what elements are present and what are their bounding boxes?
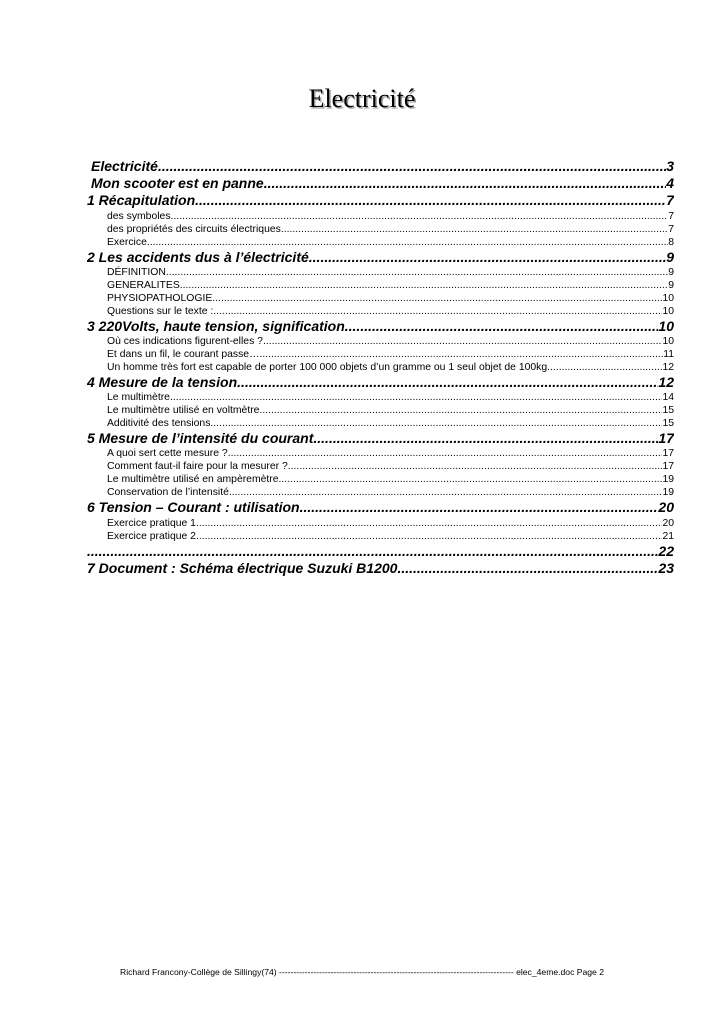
toc-subentry[interactable] bbox=[87, 223, 674, 236]
dot-leader bbox=[550, 361, 662, 374]
toc-page-number: 17 bbox=[662, 461, 674, 473]
dot-leader bbox=[228, 447, 663, 460]
toc-subentry[interactable] bbox=[87, 417, 674, 430]
toc-entry-text: Comment faut-il faire pour la mesurer ? bbox=[107, 461, 288, 473]
toc-entry-text: 1 Récapitulation bbox=[87, 192, 196, 209]
dot-leader bbox=[180, 279, 668, 292]
toc-entry-text: Le multimètre utilisé en ampèremètre bbox=[107, 474, 279, 486]
document-title: Electricité bbox=[308, 84, 416, 113]
toc-entry-text: des propriétés des circuits électriques bbox=[107, 223, 281, 235]
toc-entry-text: Exercice bbox=[107, 236, 147, 248]
toc-entry-text: Exercice pratique 1 bbox=[107, 517, 196, 529]
dot-leader bbox=[345, 318, 659, 335]
toc-entry[interactable] bbox=[87, 560, 674, 577]
toc-subentry[interactable] bbox=[87, 460, 674, 473]
toc-subentry[interactable] bbox=[87, 404, 674, 417]
toc-page-number: 10 bbox=[658, 317, 674, 334]
toc-page-number: 10 bbox=[662, 292, 674, 304]
toc-page-number: 22 bbox=[658, 542, 674, 559]
toc-entry-text: DÉFINITION bbox=[107, 266, 166, 278]
toc-page-number: 15 bbox=[662, 418, 674, 430]
dot-leader bbox=[259, 404, 662, 417]
toc-entry-text: 2 Les accidents dus à l’électricité bbox=[87, 248, 309, 265]
toc-page-number: 20 bbox=[662, 517, 674, 529]
dot-leader bbox=[229, 486, 663, 499]
dot-leader bbox=[237, 374, 658, 391]
dot-leader bbox=[288, 460, 663, 473]
toc-page-number: 23 bbox=[658, 559, 674, 576]
toc-entry[interactable] bbox=[87, 430, 674, 447]
toc-subentry[interactable] bbox=[87, 447, 674, 460]
toc-page-number: 10 bbox=[662, 305, 674, 317]
toc-page-number: 11 bbox=[663, 349, 674, 361]
toc-entry-text: des symboles bbox=[107, 210, 171, 222]
toc-subentry[interactable] bbox=[87, 335, 674, 348]
toc-entry-text: Où ces indications figurent-elles ? bbox=[107, 336, 263, 348]
toc-subentry[interactable] bbox=[87, 305, 674, 318]
toc-entry-text: 4 Mesure de la tension bbox=[87, 374, 238, 391]
toc-entry-text: 3 220Volts, haute tension, signification bbox=[87, 317, 345, 334]
toc-entry-text: Electricité bbox=[91, 158, 158, 174]
toc-subentry[interactable] bbox=[87, 517, 674, 530]
toc-entry-text: Additivité des tensions bbox=[107, 418, 211, 430]
page-footer: Richard Francony-Collège de Sillingy(74) ---------------------------------------------------------------------------------- elec_4eme.doc Page 2 bbox=[119, 967, 605, 977]
dot-leader bbox=[309, 249, 666, 266]
toc-subentry[interactable] bbox=[87, 279, 674, 292]
toc-entry-text: Le multimètre bbox=[107, 392, 170, 404]
toc-page-number: 15 bbox=[662, 405, 674, 417]
toc-entry-text: A quoi sert cette mesure ? bbox=[107, 448, 228, 460]
dot-leader bbox=[158, 158, 666, 175]
toc-subentry[interactable] bbox=[87, 486, 674, 499]
toc-page-number: 17 bbox=[662, 448, 674, 460]
toc-entry-text: Mon scooter est en panne bbox=[91, 175, 264, 192]
toc-entry-text: PHYSIOPATHOLOGIE bbox=[107, 292, 213, 304]
dot-leader bbox=[87, 543, 658, 560]
dot-leader bbox=[196, 530, 662, 543]
dot-leader bbox=[196, 517, 662, 530]
dot-leader bbox=[166, 266, 668, 279]
toc-page-number: 9 bbox=[668, 279, 674, 291]
toc-entry[interactable] bbox=[87, 158, 674, 175]
dot-leader bbox=[170, 391, 662, 404]
toc-entry[interactable] bbox=[87, 374, 674, 391]
toc-entry-text: GENERALITES bbox=[107, 279, 180, 291]
toc-subentry[interactable] bbox=[87, 361, 674, 374]
toc-entry-text: Questions sur le texte : bbox=[107, 305, 214, 317]
dot-leader bbox=[264, 175, 667, 192]
table-of-contents bbox=[87, 158, 674, 577]
toc-page-number: 9 bbox=[668, 266, 674, 278]
toc-entry[interactable] bbox=[87, 175, 674, 192]
toc-entry[interactable] bbox=[87, 249, 674, 266]
toc-subentry[interactable] bbox=[87, 391, 674, 404]
dot-leader bbox=[212, 292, 662, 305]
dot-leader bbox=[313, 430, 658, 447]
dot-leader bbox=[171, 210, 669, 223]
toc-entry[interactable] bbox=[87, 192, 674, 209]
toc-page-number: 8 bbox=[668, 236, 674, 248]
toc-subentry[interactable] bbox=[87, 473, 674, 486]
dot-leader bbox=[259, 348, 663, 361]
toc-entry-text: Exercice pratique 2 bbox=[107, 530, 196, 542]
toc-page-number: 21 bbox=[662, 530, 674, 542]
toc-page-number: 7 bbox=[666, 192, 674, 209]
toc-page-number: 17 bbox=[658, 430, 674, 447]
dot-leader bbox=[195, 192, 666, 209]
toc-entry[interactable] bbox=[87, 318, 674, 335]
toc-subentry[interactable] bbox=[87, 266, 674, 279]
dot-leader bbox=[279, 473, 663, 486]
toc-entry-text: 5 Mesure de l’intensité du courant bbox=[87, 430, 314, 447]
dot-leader bbox=[263, 335, 662, 348]
toc-entry-text: Conservation de l’intensité bbox=[107, 487, 229, 499]
dot-leader bbox=[210, 417, 662, 430]
toc-entry-text: 6 Tension – Courant : utilisation bbox=[87, 499, 300, 516]
toc-entry[interactable] bbox=[87, 499, 674, 516]
dot-leader bbox=[213, 305, 662, 318]
toc-page-number: 7 bbox=[668, 223, 674, 235]
toc-page-number: 4 bbox=[666, 175, 674, 192]
toc-page-number: 10 bbox=[662, 336, 674, 348]
toc-page-number: 3 bbox=[666, 158, 674, 174]
toc-page-number: 20 bbox=[658, 499, 674, 516]
toc-entry-text: Le multimètre utilisé en voltmètre bbox=[107, 405, 260, 417]
toc-subentry[interactable] bbox=[87, 210, 674, 223]
toc-entry-text: Et dans un fil, le courant passe… bbox=[107, 349, 260, 361]
toc-subentry[interactable] bbox=[87, 292, 674, 305]
dot-leader bbox=[281, 223, 668, 236]
dot-leader bbox=[300, 499, 659, 516]
dot-leader bbox=[397, 560, 658, 577]
toc-page-number: 7 bbox=[668, 210, 674, 222]
toc-subentry[interactable] bbox=[87, 236, 674, 249]
toc-page-number: 14 bbox=[662, 392, 674, 404]
toc-entry-text: 7 Document : Schéma électrique Suzuki B1200 bbox=[87, 559, 398, 576]
toc-page-number: 19 bbox=[662, 487, 674, 499]
toc-entry-text: Un homme très fort est capable de porter 100 000 objets d’un gramme ou 1 seul objet de 100kg. bbox=[107, 362, 551, 374]
toc-page-number: 12 bbox=[662, 362, 674, 374]
toc-subentry[interactable] bbox=[87, 348, 674, 361]
toc-page-number: 12 bbox=[658, 374, 674, 391]
toc-subentry[interactable] bbox=[87, 530, 674, 543]
dot-leader bbox=[147, 236, 668, 249]
toc-page-number: 19 bbox=[662, 474, 674, 486]
toc-entry[interactable] bbox=[87, 543, 674, 560]
toc-page-number: 9 bbox=[666, 248, 674, 265]
